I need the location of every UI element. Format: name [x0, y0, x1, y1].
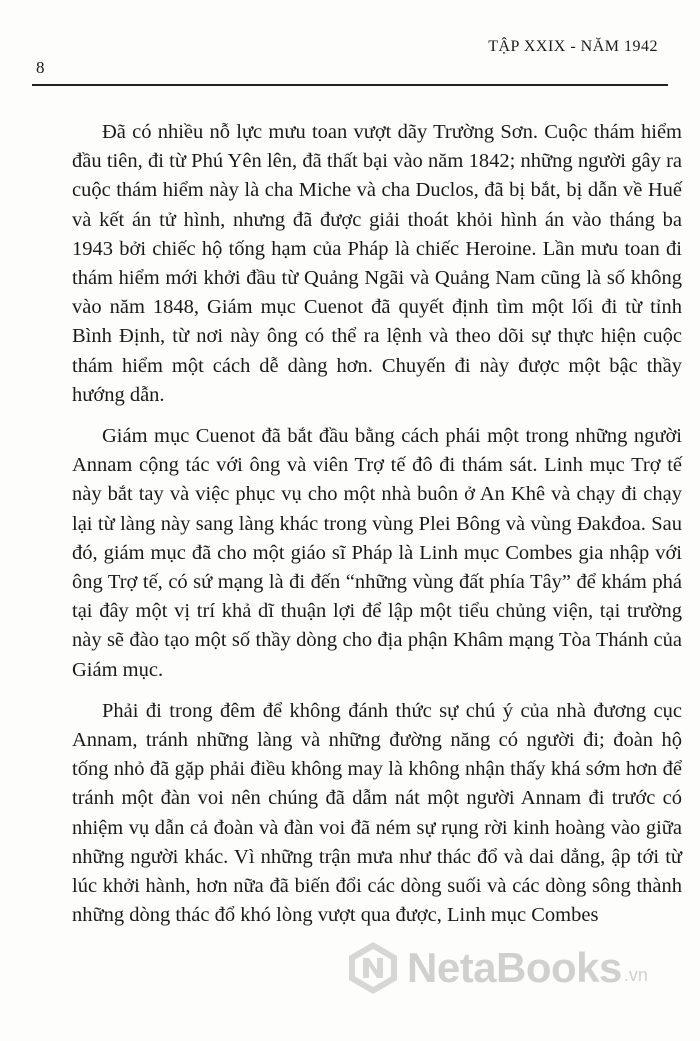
watermark-suffix: .vn	[623, 964, 648, 985]
watermark-brand: NetaBooks	[407, 944, 622, 991]
journal-volume-year: TẬP XXIX - NĂM 1942	[488, 38, 658, 55]
paragraph-3: Phải đi trong đêm để không đánh thức sự chú ý của nhà đương cục Annam, tránh những làng và những đường năng có người đi; đoàn hộ tống nhỏ đã gặp phải điều không may là không nhận thấy khá sớm hơn để tránh một đàn voi nên chúng đã dẫm nát một người Annam đi trước có nhiệm vụ dẫn cả đoàn và đàn voi đã ném sự rụng rời kinh hoàng vào giữa những người khác. Vì những trận mưa như thác đổ và dai dẳng, ập tới từ lúc khởi hành, hơn nữa đã biến đổi các dòng suối và các dòng sông thành những dòng thác đổ khó lòng vượt qua được, Linh mục Combes	[72, 699, 682, 927]
watermark	[345, 940, 648, 996]
paragraph-1: Đã có nhiều nỗ lực mưu toan vượt dãy Trường Sơn. Cuộc thám hiểm đầu tiên, đi từ Phú Yên lên, đã thất bại vào năm 1842; những người gây ra cuộc thám hiểm này là cha Miche và cha Duclos, đã bị bắt, bị dẫn về Huế và kết án tử hình, nhưng đã được giải thoát khỏi hình án vào tháng ba 1943 bởi chiếc hộ tống hạm của Pháp là chiếc Heroine. Lần mưu toan đi thám hiểm mới khởi đầu từ Quảng Ngãi và Quảng Nam cũng là số không vào năm 1848, Giám mục Cuenot đã quyết định tìm một lối đi từ tỉnh Bình Định, từ nơi này ông có thể ra lệnh và theo dõi sự thực hiện cuộc thám hiểm một cách dễ dàng hơn. Chuyến đi này được một bậc thầy hướng dẫn.	[72, 121, 682, 406]
netabooks-logo-icon	[345, 940, 401, 996]
page-number: 8	[36, 58, 45, 77]
running-header	[32, 28, 668, 86]
body-text	[72, 118, 682, 942]
paragraph-2: Giám mục Cuenot đã bắt đầu bằng cách phái một trong những người Annam cộng tác với ông và viên Trợ tế đô đi thám sát. Linh mục Trợ tế này bắt tay và việc phục vụ cho một nhà buôn ở An Khê và chạy đi chạy lại từ làng này sang làng khác trong vùng Plei Bông và vùng Đakđoa. Sau đó, giám mục đã cho một giáo sĩ Pháp là Linh mục Combes gia nhập với ông Trợ tế, có sứ mạng là đi đến “những vùng đất phía Tây” để khám phá tại đây một vị trí khả dĩ thuận lợi để lập một tiểu chủng viện, tại trường này sẽ đào tạo một số thầy dòng cho địa phận Khâm mạng Tòa Thánh của Giám mục.	[72, 425, 682, 681]
